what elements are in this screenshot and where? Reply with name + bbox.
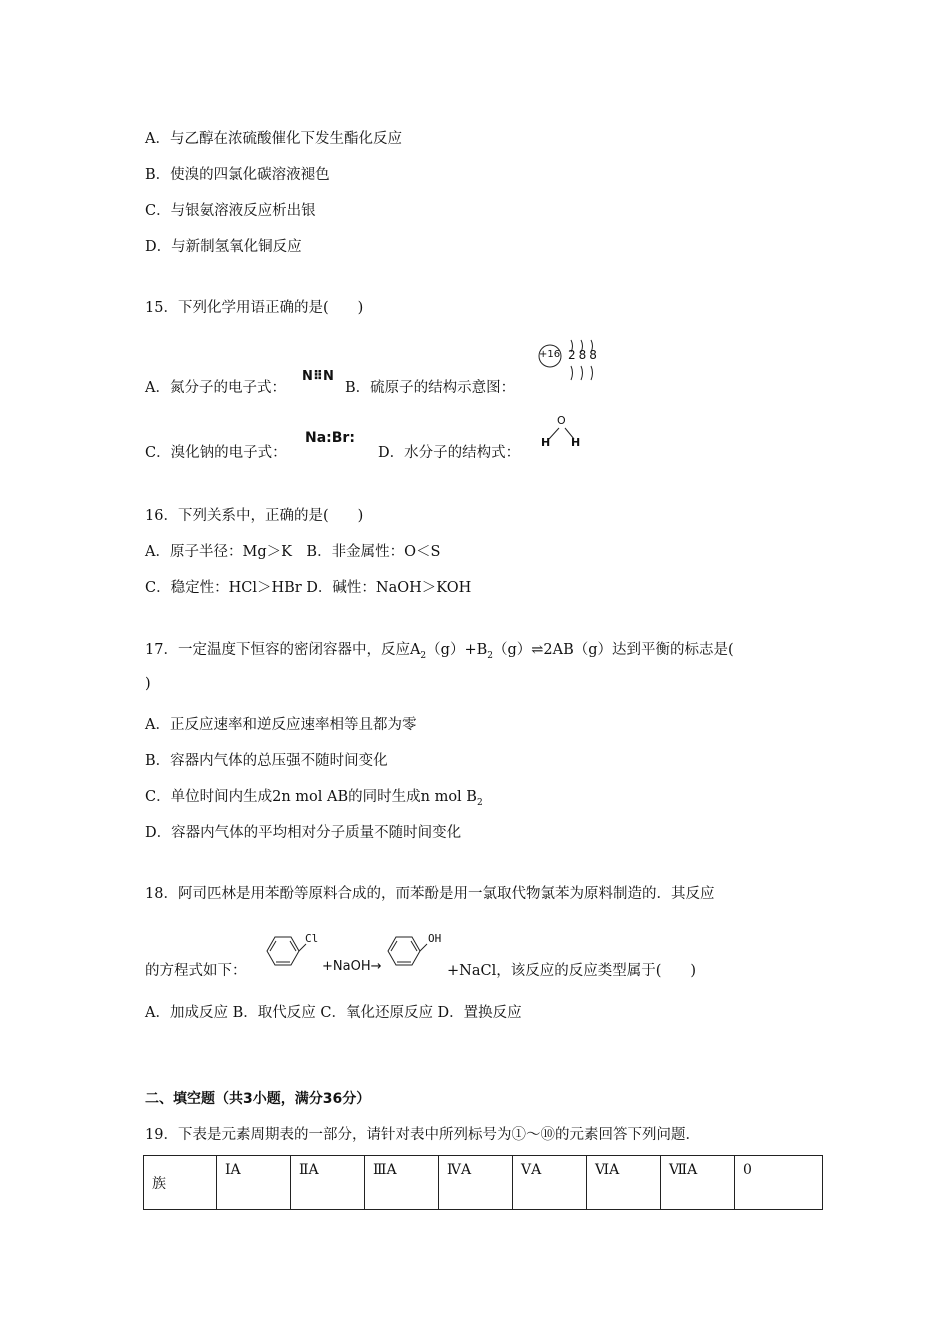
table-cell: ⅦA — [661, 1156, 735, 1210]
q18-stem-line2-end: +NaCl，该反应的反应类型属于( ) — [447, 963, 697, 979]
q17-option-d: D．容器内气体的平均相对分子质量不随时间变化 — [145, 825, 462, 841]
q17-stem-end: ) — [145, 676, 151, 692]
chlorobenzene-structure — [262, 932, 322, 970]
table-cell: ⅣA — [439, 1156, 513, 1210]
phenol-structure — [383, 932, 447, 970]
water-structure-diagram — [538, 414, 586, 454]
q19-stem: 19．下表是元素周期表的一部分，请针对表中所列标号为①～⑩的元素回答下列问题． — [145, 1127, 700, 1143]
q18-stem-line2: 的方程式如下： — [145, 963, 247, 979]
chlorine-label: Cl — [305, 932, 319, 945]
sulfur-shell-electrons: 288 — [568, 348, 600, 362]
table-cell: 族 — [144, 1156, 217, 1210]
table-row — [144, 1156, 823, 1210]
q18-naoh-arrow: +NaOH→ — [322, 959, 382, 974]
q18-stem-line1: 18．阿司匹林是用苯酚等原料合成的，而苯酚是用一氯取代物氯苯为原料制造的．其反应 — [145, 886, 715, 902]
q16-options-line1: A．原子半径：Mg＞K B．非金属性：O＜S — [145, 544, 441, 560]
table-cell: ⅤA — [513, 1156, 587, 1210]
q18-options: A．加成反应 B．取代反应 C．氧化还原反应 D．置换反应 — [145, 1005, 522, 1021]
q16-stem: 16．下列关系中，正确的是( ) — [145, 508, 364, 524]
table-cell: ⅢA — [365, 1156, 439, 1210]
table-cell: 0 — [735, 1156, 823, 1210]
water-oxygen-label: O — [557, 414, 566, 427]
q14-option-c: C．与银氨溶液反应析出银 — [145, 203, 316, 219]
q17-option-a: A．正反应速率和逆反应速率相等且都为零 — [145, 717, 417, 733]
table-cell: ⅥA — [587, 1156, 661, 1210]
sulfur-nucleus-charge: +16 — [539, 349, 561, 360]
q14-option-d: D．与新制氢氧化铜反应 — [145, 239, 302, 255]
q15-option-b: B．硫原子的结构示意图： — [345, 380, 516, 396]
hydroxyl-label: OH — [428, 932, 442, 945]
q15-stem: 15．下列化学用语正确的是( ) — [145, 300, 364, 316]
q16-options-line2: C．稳定性：HCl＞HBr D．碱性：NaOH＞KOH — [145, 580, 472, 596]
table-cell: ⅠA — [217, 1156, 291, 1210]
q15-option-d: D．水分子的结构式： — [378, 445, 521, 461]
nitrogen-electron-formula-figure: N⠿N — [302, 369, 334, 384]
q14-option-a: A．与乙醇在浓硫酸催化下发生酯化反应 — [145, 131, 402, 147]
sulfur-atom-diagram — [537, 336, 607, 388]
q15-option-c: C．溴化钠的电子式： — [145, 445, 287, 461]
sodium-bromide-electron-formula-figure: Na:Br: — [305, 430, 355, 446]
q17-stem: 17．一定温度下恒容的密闭容器中，反应$A_2(g)+B_2(g)\rightleftharpoons 2AB(g)$达到平衡的标志是( — [145, 642, 734, 661]
table-cell: ⅡA — [291, 1156, 365, 1210]
q17-option-b: B．容器内气体的总压强不随时间变化 — [145, 753, 388, 769]
q17-option-c: C．单位时间内生成2n mol AB的同时生成n mol $B_2$ — [145, 789, 483, 808]
q15-option-a: A．氮分子的电子式： — [145, 380, 286, 396]
water-hydrogen-label-right: H — [571, 436, 581, 449]
periodic-table-fragment — [143, 1155, 823, 1210]
section-title: 二、填空题（共3小题，满分36分） — [145, 1091, 371, 1107]
water-hydrogen-label-left: H — [541, 436, 551, 449]
q14-option-b: B．使溴的四氯化碳溶液褪色 — [145, 167, 330, 183]
